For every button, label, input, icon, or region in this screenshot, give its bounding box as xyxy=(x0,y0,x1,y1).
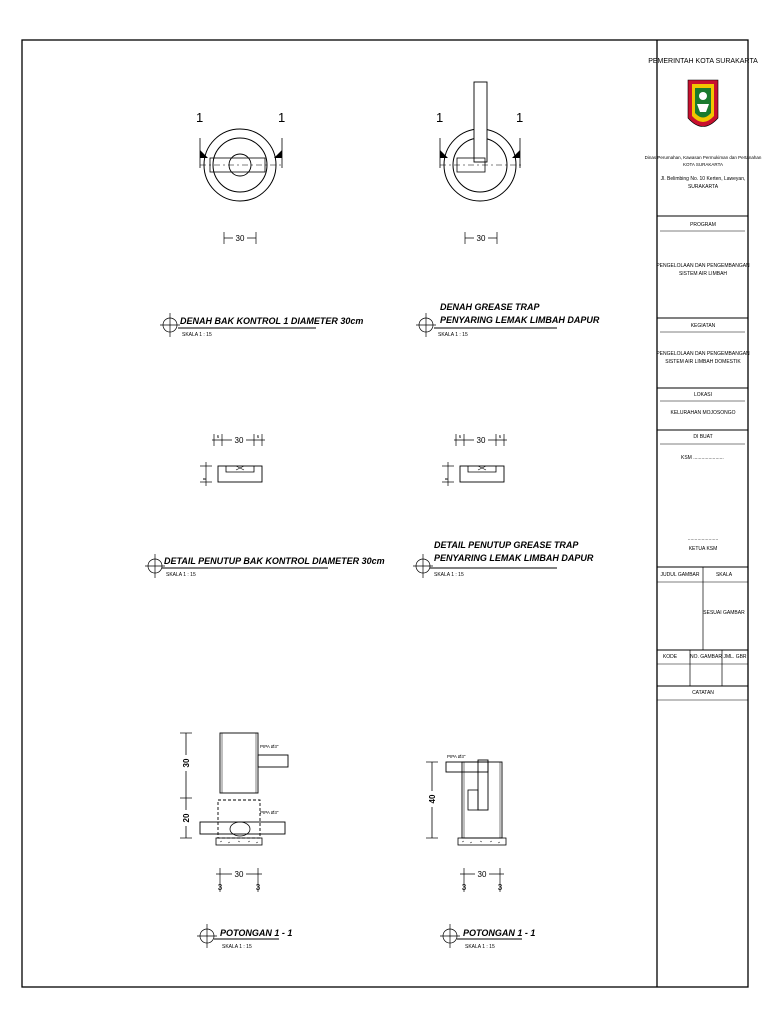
program-line1: PENGELOLAAN DAN PENGEMBANGAN xyxy=(656,263,750,269)
dimension-side-right: 6 xyxy=(498,434,502,439)
jml-gbr-label: JML. GBR xyxy=(723,654,747,660)
kegiatan-label: KEGIATAN xyxy=(690,323,716,329)
title-block xyxy=(645,58,762,700)
dimension-main: 30 xyxy=(476,436,486,445)
dimension-main: 30 xyxy=(234,436,244,445)
agency-name: Dinas Perumahan, Kawasan Permukiman dan Pertanahan xyxy=(644,155,762,160)
no-gambar-label: NO. GAMBAR xyxy=(690,654,722,660)
drawing-title-line1: DETAIL PENUTUP GREASE TRAP xyxy=(434,540,579,550)
dimension-side-right: 6 xyxy=(256,434,260,439)
section-grease-trap xyxy=(426,754,535,950)
dimension-side-left: 6 xyxy=(458,434,462,439)
kegiatan-line2: SISTEM AIR LIMBAH DOMESTIK xyxy=(665,359,741,365)
dimension-thickness: 8 xyxy=(202,477,207,481)
dimension-thickness: 8 xyxy=(444,477,449,481)
plan-grease-trap xyxy=(416,82,600,338)
dimension-side-left: 6 xyxy=(216,434,220,439)
detail-cover-grease-trap xyxy=(413,434,594,578)
sheet-border xyxy=(22,40,748,987)
dimension-side-left: 3 xyxy=(461,883,467,892)
ksm-name: KSM ...................... xyxy=(681,455,724,461)
judul-label: JUDUL GAMBAR xyxy=(660,572,700,578)
address-line: Jl. Belimbing No. 10 Kerten, Laweyan, xyxy=(660,176,746,182)
drawing-title-line2: PENYARING LEMAK LIMBAH DAPUR xyxy=(440,315,600,325)
dimension-side-right: 3 xyxy=(497,883,503,892)
dimension-top: 30 xyxy=(182,758,191,768)
drawing-scale: SKALA 1 : 15 xyxy=(166,572,196,578)
pipe-label-top: PIPA Ø3" xyxy=(260,744,279,749)
dimension-width: 30 xyxy=(476,234,486,243)
section-control-box xyxy=(180,733,292,950)
lokasi-label: LOKASI xyxy=(693,392,713,398)
pipe-label-bottom: PIPA Ø3" xyxy=(260,810,279,815)
drawing-title: DETAIL PENUTUP BAK KONTROL DIAMETER 30cm xyxy=(164,556,385,566)
detail-cover-control-box xyxy=(145,434,385,578)
dimension-width: 30 xyxy=(235,234,245,243)
section-mark-left: 1 xyxy=(436,110,444,125)
skala-label: SKALA xyxy=(715,572,733,578)
drawing-scale: SKALA 1 : 15 xyxy=(434,572,464,578)
ketua-label: KETUA KSM xyxy=(688,546,718,552)
owner-name: PEMERINTAH KOTA SURAKARTA xyxy=(648,58,758,65)
section-mark-right: 1 xyxy=(516,110,524,125)
agency-city: KOTA SURAKARTA xyxy=(682,162,724,167)
program-label: PROGRAM xyxy=(690,222,716,228)
kode-label: KODE xyxy=(662,654,678,660)
dimension-side-right: 3 xyxy=(255,883,261,892)
plan-control-box xyxy=(160,110,363,338)
dimension-bottom: 20 xyxy=(182,813,191,823)
dimension-width: 30 xyxy=(477,870,487,879)
drawing-scale: SKALA 1 : 15 xyxy=(222,944,252,950)
city-emblem-icon xyxy=(688,80,718,127)
program-line2: SISTEM AIR LIMBAH xyxy=(678,271,728,277)
kegiatan-line1: PENGELOLAAN DAN PENGEMBANGAN xyxy=(656,351,750,357)
dimension-width: 30 xyxy=(234,870,244,879)
skala-value: SESUAI GAMBAR xyxy=(703,610,745,616)
signature-line: ...................... xyxy=(687,536,719,542)
address-city: SURAKARTA xyxy=(687,184,719,190)
drawing-title-line2: PENYARING LEMAK LIMBAH DAPUR xyxy=(434,553,594,563)
drawing-title: POTONGAN 1 - 1 xyxy=(220,928,293,938)
dimension-side-left: 3 xyxy=(217,883,223,892)
lokasi-value: KELURAHAN MOJOSONGO xyxy=(670,410,736,416)
drawing-title: POTONGAN 1 - 1 xyxy=(463,928,536,938)
drawing-title: DENAH BAK KONTROL 1 DIAMETER 30cm xyxy=(180,316,364,326)
drawing-scale: SKALA 1 : 15 xyxy=(438,332,468,338)
dibuat-label: DI BUAT xyxy=(693,434,713,440)
dimension-height: 40 xyxy=(428,794,437,804)
drawing-title-line1: DENAH GREASE TRAP xyxy=(440,302,540,312)
section-mark-right: 1 xyxy=(278,110,286,125)
drawing-scale: SKALA 1 : 15 xyxy=(465,944,495,950)
drawing-scale: SKALA 1 : 15 xyxy=(182,332,212,338)
catatan-label: CATATAN xyxy=(692,690,714,696)
pipe-label: PIPA Ø3" xyxy=(447,754,466,759)
section-mark-left: 1 xyxy=(196,110,204,125)
